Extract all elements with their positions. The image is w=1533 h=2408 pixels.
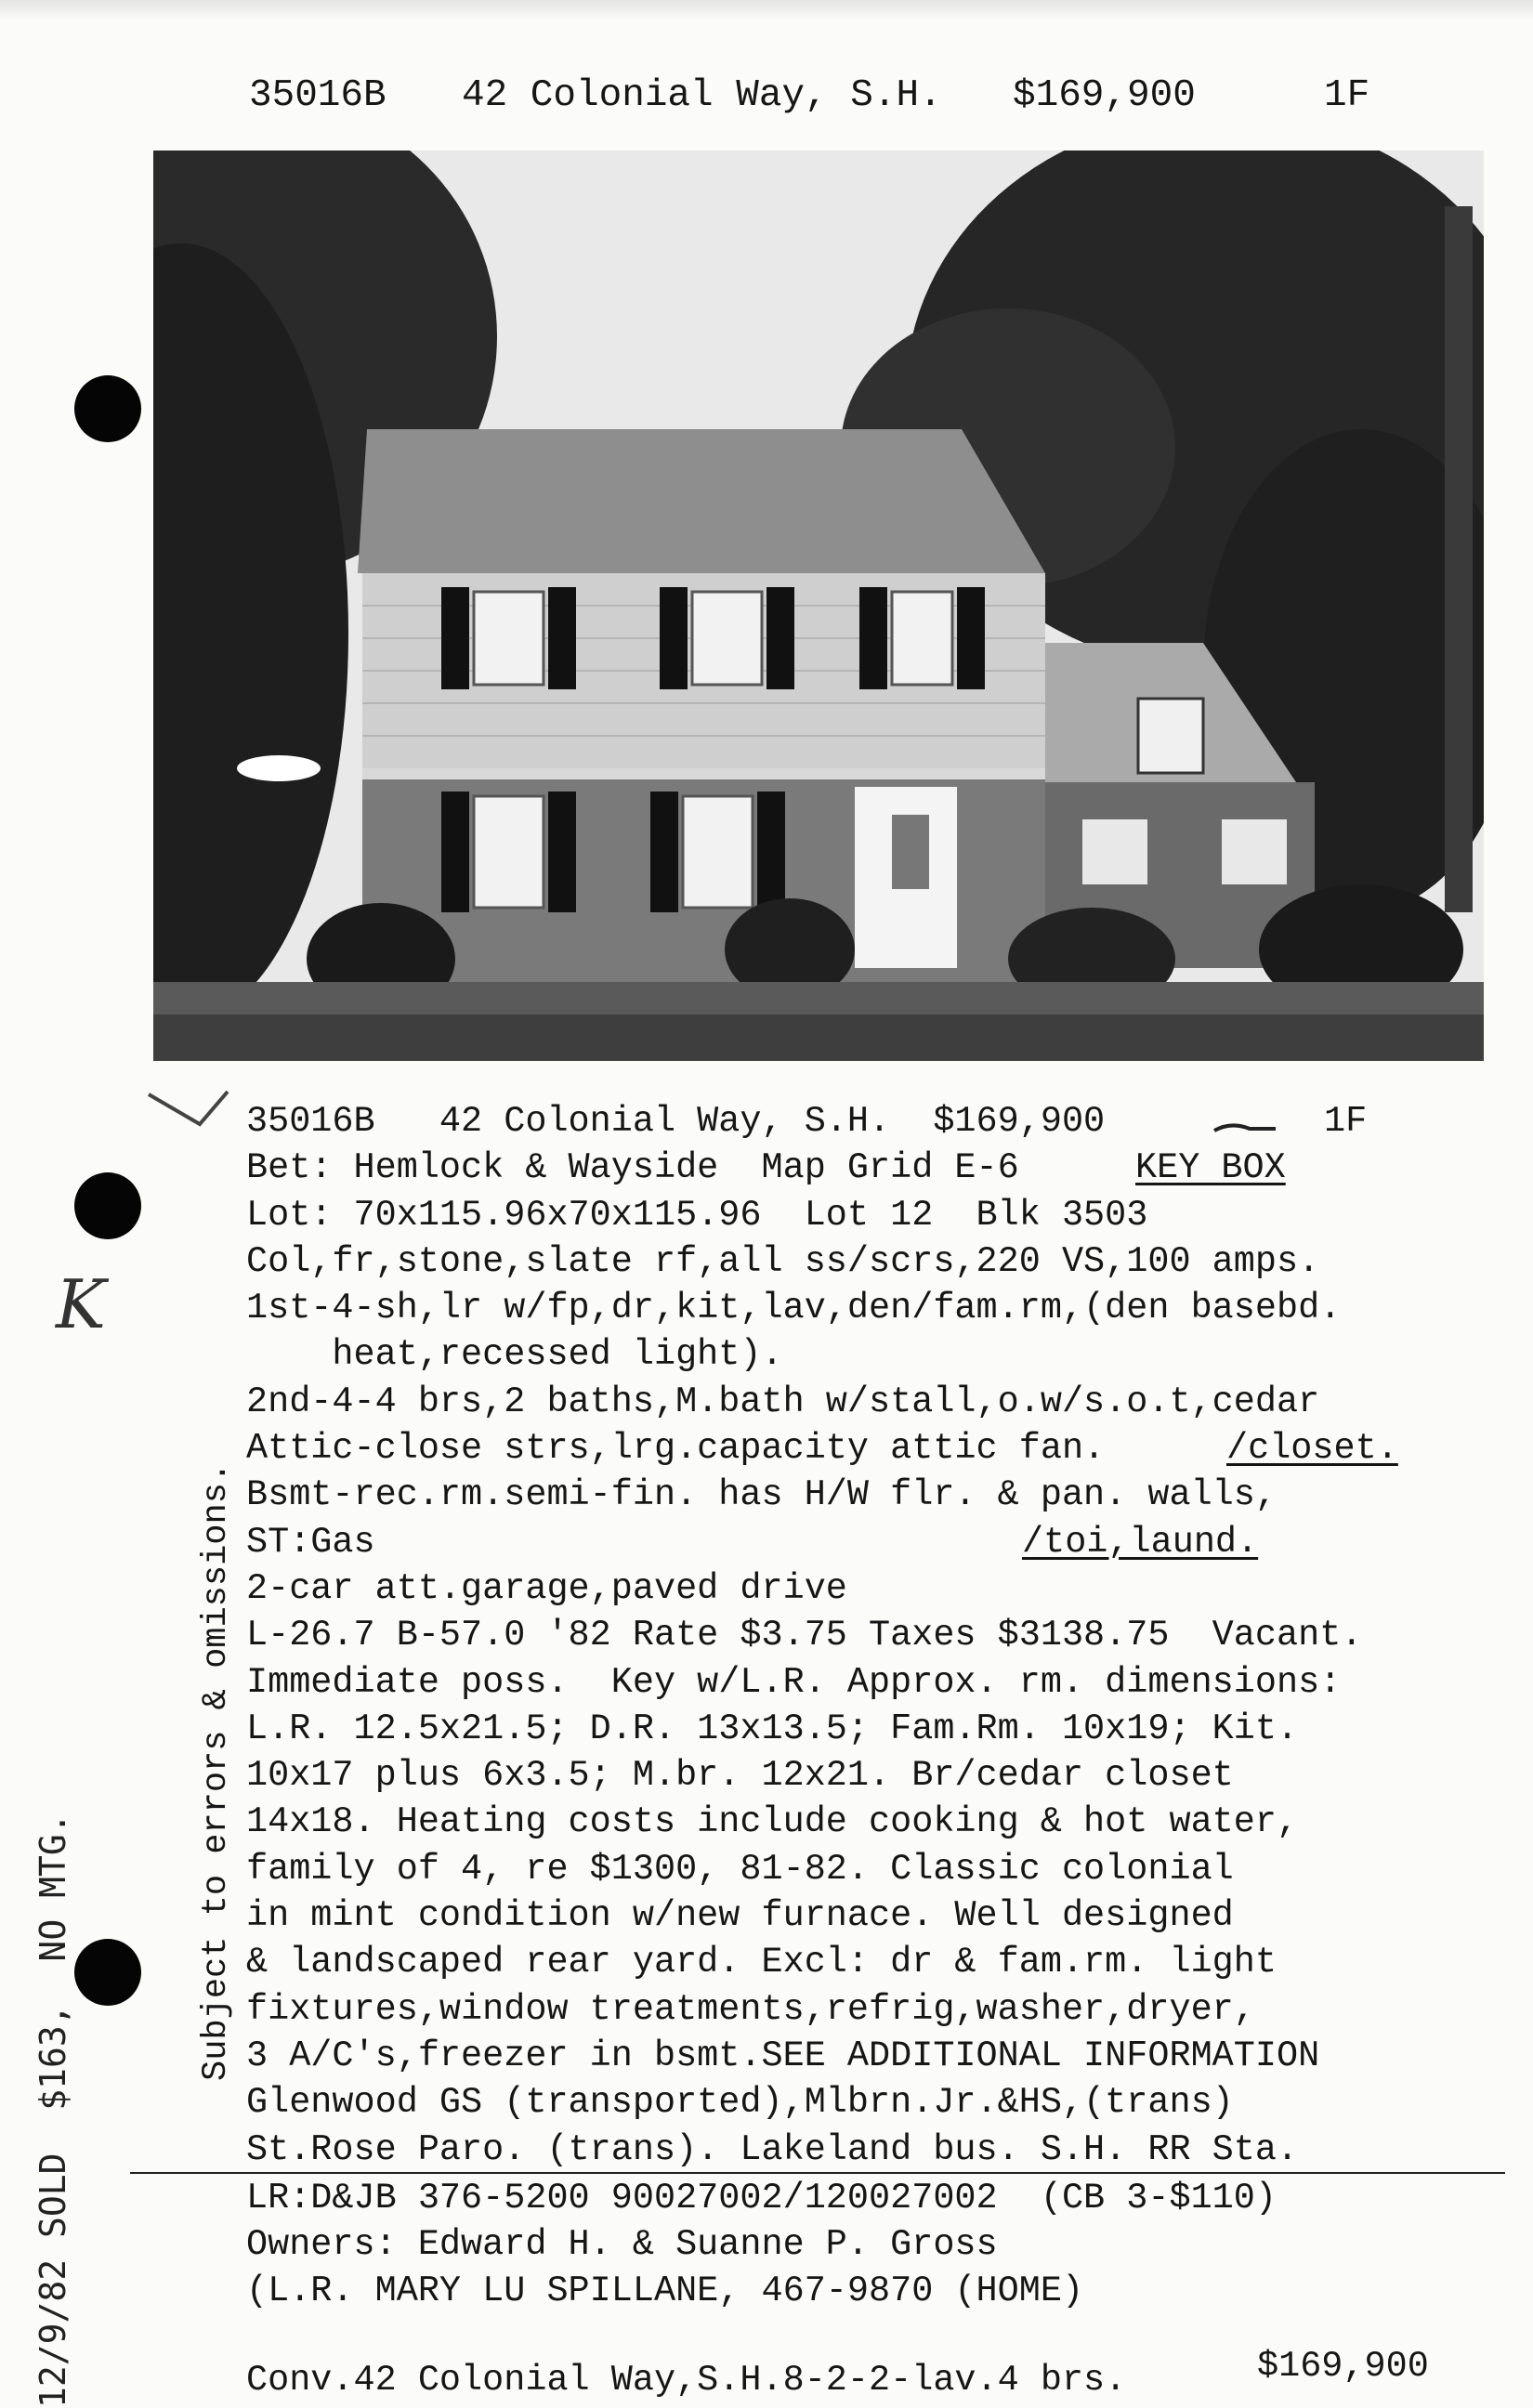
scan-top-edge — [0, 0, 1533, 20]
listing-line — [246, 1752, 1482, 1799]
listing-line — [246, 1846, 1482, 1892]
listing-line — [246, 2079, 1482, 2126]
header-address: 42 Colonial Way, S.H. — [462, 74, 942, 117]
header-price: $169,900 — [1013, 74, 1196, 117]
listing-line-text: 2nd-4-4 brs,2 baths,M.bath w/stall,o.w/s.o.t,cedar — [246, 1381, 1320, 1422]
listing-line-text: Glenwood GS (transported),Mlbrn.Jr.&HS,(trans) — [246, 2082, 1234, 2124]
listing-line — [246, 1659, 1482, 1706]
listing-line-text: family of 4, re $1300, 81-82. Classic colonial — [246, 1848, 1234, 1890]
listing-line — [246, 1192, 1482, 1238]
listing-line-text: Col,fr,stone,slate rf,all ss/scrs,220 VS,100 amps. — [246, 1240, 1320, 1282]
listing-line-annotation: /toi,laund. — [1022, 1521, 1259, 1563]
listing-line-text: fixtures,window treatments,refrig,washer,dryer, — [246, 1988, 1255, 2030]
listing-line — [246, 1098, 1482, 1145]
sold-note-vertical: 12/9/82 SOLD $163, NO MTG. — [33, 1813, 73, 2408]
listing-line — [246, 2268, 1482, 2314]
disclaimer-vertical: Subject to errors & omissions. — [197, 1461, 236, 2081]
listing-line-text: 10x17 plus 6x3.5; M.br. 12x21. Br/cedar closet — [246, 1755, 1234, 1797]
listing-line-annotation: 1F — [1324, 1101, 1368, 1142]
listing-line-text: in mint condition w/new furnace. Well designed — [246, 1895, 1234, 1937]
listing-line — [246, 1519, 1482, 1565]
listing-line-text: Owners: Edward H. & Suanne P. Gross — [246, 2224, 998, 2266]
listing-line-annotation: /closet. — [1226, 1428, 1398, 1470]
listing-line — [246, 2221, 1482, 2268]
listing-line-text: 2-car att.garage,paved drive — [246, 1567, 847, 1609]
listing-line — [246, 1425, 1482, 1472]
listing-line-text: Attic-close strs,lrg.capacity attic fan. — [246, 1428, 1106, 1470]
listing-line-text: 14x18. Heating costs include cooking & hot water, — [246, 1801, 1299, 1843]
listing-line — [246, 1238, 1482, 1285]
section-divider — [130, 2172, 1505, 2174]
listing-line — [246, 1612, 1482, 1658]
listing-line-text: L-26.7 B-57.0 '82 Rate $3.75 Taxes $3138.75 Vacant. — [246, 1615, 1363, 1656]
listing-line-text: 3 A/C's,freezer in bsmt.SEE ADDITIONAL INFORMATION — [246, 2035, 1320, 2076]
handwritten-dash — [1212, 1119, 1278, 1138]
listing-line — [246, 1145, 1482, 1191]
listing-line — [246, 1379, 1482, 1425]
footer-price: $169,900 — [1257, 2346, 1429, 2387]
listing-line — [246, 1939, 1482, 1985]
listing-line — [246, 1986, 1482, 2033]
listing-line — [246, 2127, 1482, 2173]
listing-line — [246, 1799, 1482, 1845]
punch-hole-bottom — [74, 1939, 141, 2006]
footer-summary: Conv.42 Colonial Way,S.H.8-2-2-lav.4 brs. — [246, 2360, 1127, 2401]
listing-line-text: LR:D&JB 376-5200 90027002/120027002 (CB 3-$110) — [246, 2177, 1277, 2218]
listing-line-text: & landscaped rear yard. Excl: dr & fam.rm. light — [246, 1942, 1277, 1983]
listing-line-text: Bet: Hemlock & Wayside Map Grid E-6 — [246, 1147, 1019, 1189]
header-listing-number: 35016B — [249, 74, 387, 117]
listing-line — [246, 1331, 1482, 1378]
listing-line-text: 35016B 42 Colonial Way, S.H. $169,900 — [246, 1101, 1106, 1142]
listing-line-text: heat,recessed light). — [246, 1334, 783, 1376]
listing-line-text: 1st-4-sh,lr w/fp,dr,kit,lav,den/fam.rm,(den basebd. — [246, 1288, 1342, 1329]
listing-line — [246, 2175, 1482, 2221]
listing-line — [246, 1565, 1482, 1612]
listing-line-text: L.R. 12.5x21.5; D.R. 13x13.5; Fam.Rm. 10x19; Kit. — [246, 1708, 1299, 1749]
listing-line-text: (L.R. MARY LU SPILLANE, 467-9870 (HOME) — [246, 2271, 1084, 2312]
listing-line-annotation: KEY BOX — [1135, 1147, 1286, 1189]
house-photo — [153, 150, 1484, 1061]
listing-line — [246, 1285, 1482, 1331]
listing-line — [246, 2033, 1482, 2079]
handwritten-check-mark — [144, 1087, 237, 1143]
listing-line — [246, 1892, 1482, 1939]
punch-hole-middle — [74, 1172, 141, 1239]
house-photo-drawing — [153, 150, 1484, 1061]
listing-line-text: Immediate poss. Key w/L.R. Approx. rm. dimensions: — [246, 1661, 1342, 1703]
listing-line — [246, 1472, 1482, 1518]
header-code: 1F — [1324, 74, 1370, 117]
listing-header — [0, 74, 1533, 130]
listing-line-text: Lot: 70x115.96x70x115.96 Lot 12 Blk 3503 — [246, 1194, 1148, 1236]
listing-line-text: Bsmt-rec.rm.semi-fin. has H/W flr. & pan. walls, — [246, 1474, 1277, 1516]
handwritten-k: K — [56, 1265, 106, 1343]
punch-hole-top — [74, 375, 141, 442]
listing-line-text: St.Rose Paro. (trans). Lakeland bus. S.H. RR Sta. — [246, 2128, 1299, 2170]
listing-details — [246, 1098, 1482, 2315]
listing-line — [246, 1706, 1482, 1752]
listing-line-text: ST:Gas — [246, 1521, 375, 1563]
